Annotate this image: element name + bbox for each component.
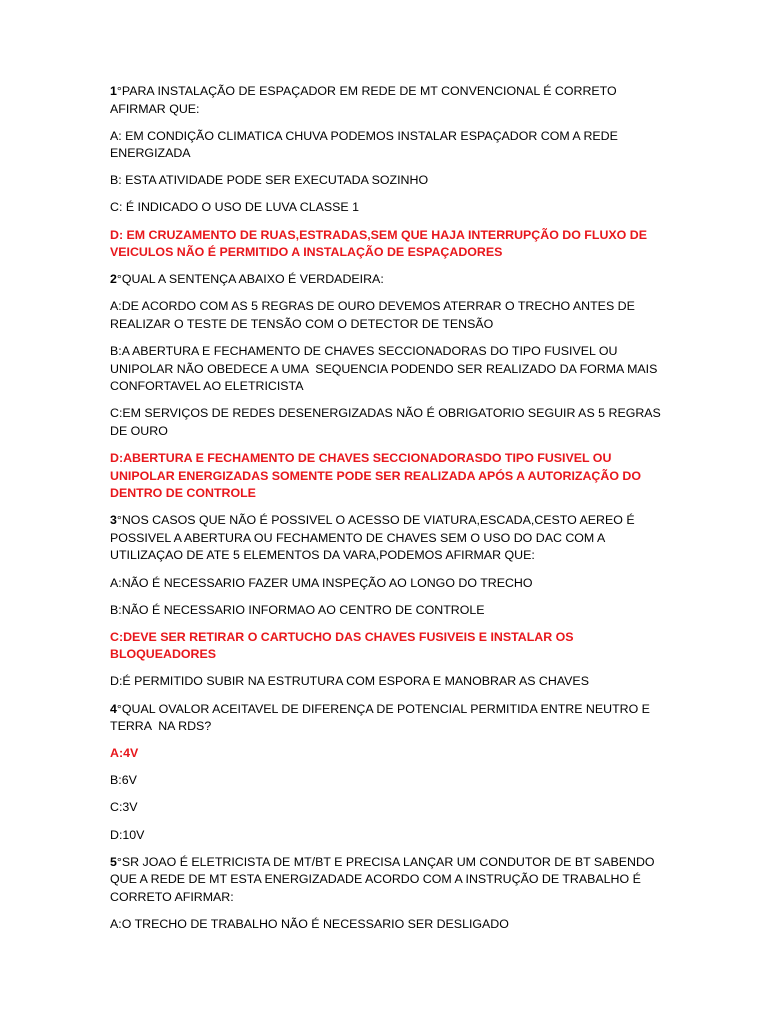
document-page xyxy=(110,83,666,943)
question-2-stem xyxy=(110,271,666,289)
question-4-stem xyxy=(110,701,666,736)
question-3-option-c-correct-answer: C:DEVE SER RETIRAR O CARTUCHO DAS CHAVES FUSIVEIS E INSTALAR OS BLOQUEADORES xyxy=(110,629,577,662)
question-text: °SR JOAO É ELETRICISTA DE MT/BT E PRECISA LANÇAR UM CONDUTOR DE BT SABENDO QUE A REDE DE MT ESTA ENERGIZADADE ACORDO COM A INSTRUÇÃO DE TRABALHO É CORRETO AFIRMAR: xyxy=(110,854,658,904)
question-number: 4 xyxy=(110,701,117,716)
question-5-stem xyxy=(110,854,666,907)
question-2-option-a: A:DE ACORDO COM AS 5 REGRAS DE OURO DEVEMOS ATERRAR O TRECHO ANTES DE REALIZAR O TESTE DE TENSÃO COM O DETECTOR DE TENSÃO xyxy=(110,299,639,331)
question-1-stem xyxy=(110,83,666,118)
question-4-option-c: C:3V xyxy=(110,800,138,815)
question-1-option-a: A: EM CONDIÇÃO CLIMATICA CHUVA PODEMOS INSTALAR ESPAÇADOR COM A REDE ENERGIZADA xyxy=(110,128,622,161)
question-text: °QUAL OVALOR ACEITAVEL DE DIFERENÇA DE POTENCIAL PERMITIDA ENTRE NEUTRO E TERRA NA RDS? xyxy=(110,701,654,734)
question-number: 3 xyxy=(110,513,117,528)
question-2-option-d-correct-answer: D:ABERTURA E FECHAMENTO DE CHAVES SECCIONADORASDO TIPO FUSIVEL OU UNIPOLAR ENERGIZADAS SOMENTE PODE SER REALIZADA APÓS A AUTORIZAÇÃO DO DENTRO DE CONTROLE xyxy=(110,451,645,501)
question-1-option-d-correct-answer: D: EM CRUZAMENTO DE RUAS,ESTRADAS,SEM QUE HAJA INTERRUPÇÃO DO FLUXO DE VEICULOS NÃO É PERMITIDO A INSTALAÇÃO DE ESPAÇADORES xyxy=(110,227,651,260)
question-number: 2 xyxy=(110,272,117,287)
question-2-option-c: C:EM SERVIÇOS DE REDES DESENERGIZADAS NÃO É OBRIGATORIO SEGUIR AS 5 REGRAS DE OURO xyxy=(110,406,665,438)
question-text: °NOS CASOS QUE NÃO É POSSIVEL O ACESSO DE VIATURA,ESCADA,CESTO AEREO É POSSIVEL A ABERTURA OU FECHAMENTO DE CHAVES SEM O USO DO DAC COM A UTILIZAÇAO DE ATE 5 ELEMENTOS DA VARA,PODEMOS AFIRMAR QUE: xyxy=(110,513,639,563)
question-1-option-c: C: É INDICADO O USO DE LUVA CLASSE 1 xyxy=(110,200,360,215)
question-2-option-b: B:A ABERTURA E FECHAMENTO DE CHAVES SECCIONADORAS DO TIPO FUSIVEL OU UNIPOLAR NÃO OBEDECE A UMA SEQUENCIA PODENDO SER REALIZADO DA FORMA MAIS CONFORTAVEL AO ELETRICISTA xyxy=(110,344,661,394)
question-1-option-b: B: ESTA ATIVIDADE PODE SER EXECUTADA SOZINHO xyxy=(110,173,429,188)
question-4-option-b: B:6V xyxy=(110,773,137,788)
question-number: 1 xyxy=(110,84,117,98)
question-text: °PARA INSTALAÇÃO DE ESPAÇADOR EM REDE DE MT CONVENCIONAL É CORRETO AFIRMAR QUE: xyxy=(110,84,620,116)
question-5-option-a: A:O TRECHO DE TRABALHO NÃO É NECESSARIO SER DESLIGADO xyxy=(110,916,509,931)
question-3-option-d: D:É PERMITIDO SUBIR NA ESTRUTURA COM ESPORA E MANOBRAR AS CHAVES xyxy=(110,674,589,689)
question-text: °QUAL A SENTENÇA ABAIXO É VERDADEIRA: xyxy=(116,272,384,287)
question-4-option-d: D:10V xyxy=(110,827,145,842)
question-number: 5 xyxy=(110,854,117,869)
question-4-option-a-correct-answer: A:4V xyxy=(110,746,139,761)
question-3-option-b: B:NÃO É NECESSARIO INFORMAO AO CENTRO DE CONTROLE xyxy=(110,602,485,617)
question-3-option-a: A:NÃO É NECESSARIO FAZER UMA INSPEÇÃO AO LONGO DO TRECHO xyxy=(110,575,533,590)
question-3-stem xyxy=(110,512,666,565)
